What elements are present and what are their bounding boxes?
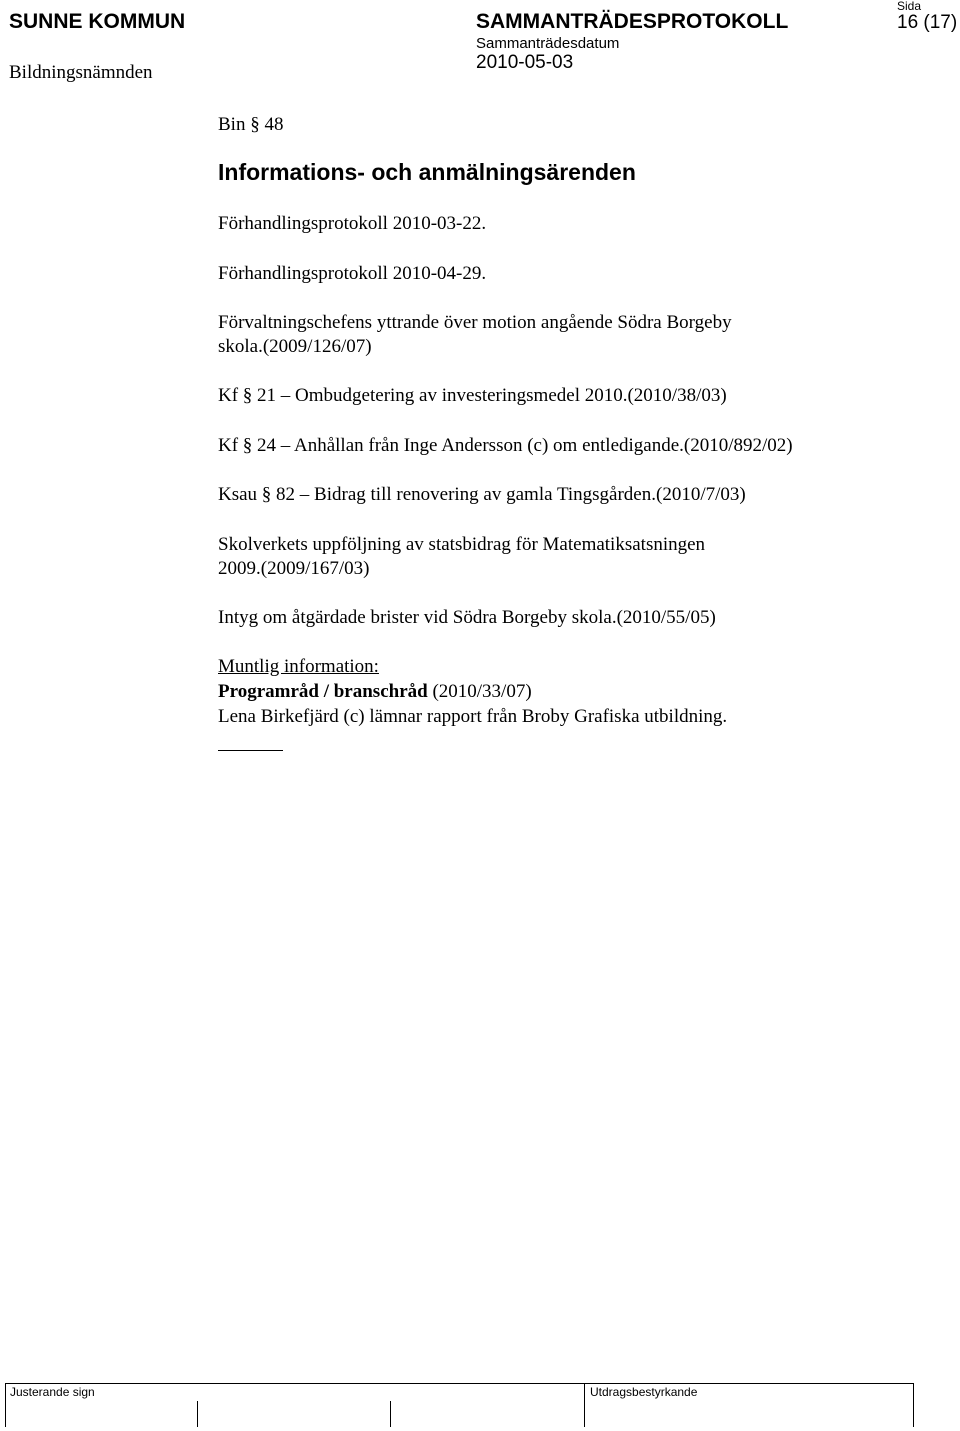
meeting-date-label: Sammanträdesdatum [476,35,620,52]
oral-info-heading: Muntlig information: [218,656,379,677]
list-item: Kf § 21 – Ombudgetering av investeringsmedel 2010.(2010/38/03) [218,385,727,406]
extract-label: Utdragsbestyrkande [590,1385,698,1399]
list-item: Kf § 24 – Anhållan från Inge Andersson (c) om entledigande.(2010/892/02) [218,435,793,456]
footer-divider [390,1401,391,1427]
page-label: Sida [897,0,922,13]
list-item: 2009.(2009/167/03) [218,558,370,579]
footer-divider [197,1401,198,1427]
footer-top-border [5,1383,914,1384]
footer-divider [913,1383,914,1427]
end-rule [218,750,283,751]
footer-divider [5,1383,6,1427]
section-number: Bin § 48 [218,114,284,135]
list-item: Förvaltningschefens yttrande över motion angående Södra Borgeby [218,312,732,333]
board-name: Bildningsnämnden [9,62,153,83]
signature-footer [0,1383,960,1431]
organization-name: SUNNE KOMMUN [9,10,186,33]
list-item: Ksau § 82 – Bidrag till renovering av gamla Tingsgården.(2010/7/03) [218,484,746,505]
section-title: Informations- och anmälningsärenden [218,159,636,185]
list-item: Förhandlingsprotokoll 2010-03-22. [218,213,487,234]
list-item: skola.(2009/126/07) [218,336,372,357]
oral-info-text: Lena Birkefjärd (c) lämnar rapport från Broby Grafiska utbildning. [218,706,728,727]
list-item: Förhandlingsprotokoll 2010-04-29. [218,263,487,284]
oral-info-topic-ref: (2010/33/07) [427,681,532,702]
oral-info-topic [218,681,532,703]
sign-label: Justerande sign [10,1385,95,1399]
list-item: Skolverkets uppföljning av statsbidrag för Matematiksatsningen [218,534,706,555]
footer-divider [584,1383,585,1427]
oral-info-topic-title: Programråd / branschråd [218,681,428,702]
document-type: SAMMANTRÄDESPROTOKOLL [476,10,789,33]
list-item: Intyg om åtgärdade brister vid Södra Borgeby skola.(2010/55/05) [218,607,716,628]
page-number: 16 (17) [897,12,958,33]
meeting-date: 2010-05-03 [476,52,574,73]
